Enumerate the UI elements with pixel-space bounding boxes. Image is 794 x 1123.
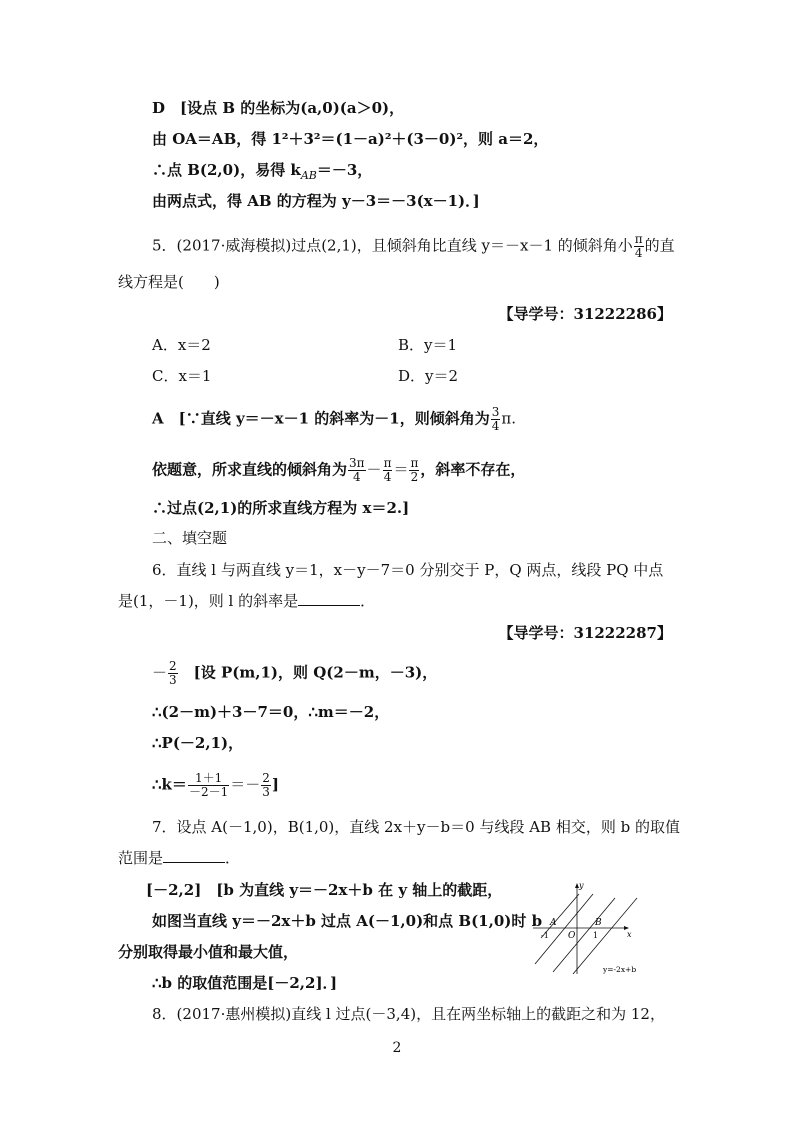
option-a: A．x＝2 xyxy=(152,336,211,354)
section-heading-fill-in: 二、填空题 xyxy=(152,529,228,547)
tick-1: 1 xyxy=(593,931,599,940)
question-5-line-1: 5．(2017·威海模拟)过点(2,1)，且倾斜角比直线 y＝－x－1 的倾斜角小 $\frac{\pi}{4}$ 的直 xyxy=(152,232,675,260)
option-d: D．y＝2 xyxy=(398,367,459,385)
x-axis-label: x xyxy=(627,930,632,939)
answer-4-line-2: 由 OA＝AB，得 1²＋3²＝(1－a)²＋(3－0)²，则 a＝2， xyxy=(152,130,549,148)
answer-7-line-4: ∴b 的取值范围是[－2,2]．] xyxy=(152,974,338,992)
answer-5-line-2: 依题意，所求直线的倾斜角为 $\frac{3\pi}{4}$ － $\frac{\pi}{4}$ ＝ $\frac{\pi}{2}$ ，斜率不存在， xyxy=(152,456,526,484)
question-5-line-2: 线方程是( ) xyxy=(118,273,220,291)
line-through-a xyxy=(535,894,593,964)
answer-6-line-3: ∴P(－2,1)， xyxy=(152,734,244,752)
reference-number-6: 【导学号：31222287】 xyxy=(498,624,672,642)
question-8-line-1: 8．(2017·惠州模拟)直线 l 过点(－3,4)，且在两坐标轴上的截距之和为 12， xyxy=(152,1005,665,1023)
reference-number-5: 【导学号：31222286】 xyxy=(498,305,672,323)
option-b: B．y＝1 xyxy=(398,336,458,354)
question-6-line-1: 6．直线 l 与两直线 y＝1，x－y－7＝0 分别交于 P，Q 两点，线段 PQ 中点 xyxy=(152,561,664,579)
fraction-neg-two-thirds: $\frac{2}{3}$ xyxy=(169,659,177,687)
y-axis-label: y xyxy=(579,881,584,890)
fraction-pi-over-2: $\frac{\pi}{2}$ xyxy=(410,456,419,484)
fraction-3pi-over-4: $\frac{3\pi}{4}$ xyxy=(349,456,365,484)
option-c: C．x＝1 xyxy=(152,367,212,385)
label-a: A xyxy=(550,918,557,928)
answer-blank-6[interactable] xyxy=(298,591,360,606)
answer-4-line-4: 由两点式，得 AB 的方程为 y－3＝－3(x－1)．] xyxy=(152,192,480,210)
fraction-three-quarters: $\frac{3}{4}$ xyxy=(491,405,500,433)
answer-6-line-1: － $\frac{2}{3}$ [设 P(m,1)，则 Q(2－m，－3)， xyxy=(152,659,438,687)
answer-6-line-4: ∴k＝ $\frac{1+1}{-2-1}$ ＝－ $\frac{2}{3}$ ] xyxy=(152,771,279,799)
tick-neg-1: -1 xyxy=(541,931,549,940)
answer-7-line-3: 分别取得最小值和最大值， xyxy=(118,943,299,961)
fraction-slope-result: $\frac{2}{3}$ xyxy=(262,771,270,799)
fraction-pi-over-4-b: $\frac{\pi}{4}$ xyxy=(383,456,392,484)
answer-5-line-3: ∴过点(2,1)的所求直线方程为 x＝2.] xyxy=(152,499,410,517)
question-7-line-2: 范围是 ． xyxy=(118,849,241,867)
answer-6-line-2: ∴(2－m)＋3－7＝0，∴m＝－2， xyxy=(152,703,390,721)
answer-5-line-1: A [∵直线 y＝－x－1 的斜率为－1，则倾斜角为 $\frac{3}{4}$ π. xyxy=(152,405,516,433)
coordinate-figure xyxy=(533,876,643,976)
answer-7-line-2: 如图当直线 y＝－2x＋b 过点 A(－1,0)和点 B(1,0)时 b xyxy=(152,912,543,930)
question-6-line-2: 是(1，－1)，则 l 的斜率是 ． xyxy=(118,592,376,610)
answer-7-line-1: [－2,2] [b 为直线 y＝－2x＋b 在 y 轴上的截距， xyxy=(146,881,503,899)
fraction-slope: $\frac{1+1}{-2-1}$ xyxy=(188,771,229,799)
label-b: B xyxy=(595,918,602,928)
fraction-pi-over-4: $\frac{\pi}{4}$ xyxy=(634,232,643,260)
page-number: 2 xyxy=(392,1040,402,1056)
answer-4-line-3: ∴点 B(2,0)，易得 $k_{AB}=-3$， xyxy=(152,161,373,182)
label-origin: O xyxy=(568,931,576,941)
answer-blank-7[interactable] xyxy=(163,848,225,863)
line-equation-label: y=-2x+b xyxy=(603,965,637,974)
answer-4-line-1: D [设点 B 的坐标为(a,0)(a＞0)， xyxy=(152,99,405,117)
question-7-line-1: 7．设点 A(－1,0)，B(1,0)，直线 2x＋y－b＝0 与线段 AB 相交，则 b 的取值 xyxy=(152,818,680,836)
